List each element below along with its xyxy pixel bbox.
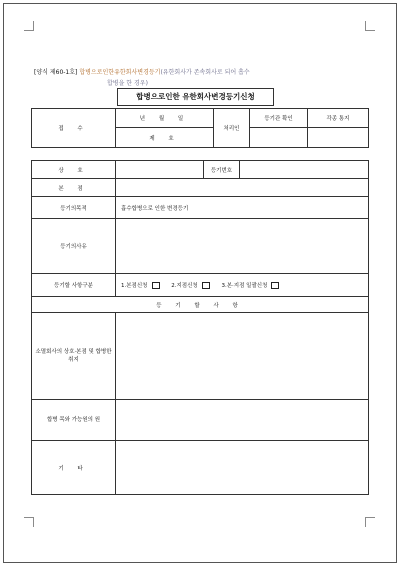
option-head-office-label: 1.본점신청 — [121, 283, 148, 289]
form-number-line — [34, 67, 364, 89]
notice-cell[interactable] — [308, 128, 369, 148]
note-line-2: 합병을 한 경우) — [107, 80, 148, 87]
law-reference: 합병으로인한유한회사변경등기 — [79, 69, 161, 76]
reg-number-field[interactable] — [240, 161, 369, 179]
crop-mark-bottom-left — [24, 517, 34, 527]
merged-company-field[interactable] — [116, 313, 369, 400]
processor-label: 처리인 — [214, 109, 250, 148]
checkbox-branch[interactable] — [202, 282, 210, 289]
reg-purpose-label: 등기의목적 — [32, 197, 116, 219]
option-branch-label: 2.지점신청 — [171, 283, 198, 289]
reception-label: 접 수 — [32, 109, 116, 148]
option-batch[interactable] — [222, 281, 280, 289]
other-field[interactable] — [116, 441, 369, 495]
reg-reason-field[interactable] — [116, 219, 369, 274]
other-label: 기 타 — [32, 441, 116, 495]
office-type-label: 등기할 사항구분 — [32, 274, 116, 297]
head-office-label: 본 점 — [32, 179, 116, 197]
merged-company-label: 소멸회사의 상호·본점 및 합병한 취지 — [32, 313, 116, 400]
option-batch-label: 3.본·지점 일괄신청 — [221, 283, 268, 289]
checkbox-head-office[interactable] — [152, 282, 160, 289]
registrar-review-label: 등기관 확인 — [250, 109, 308, 128]
checkbox-batch[interactable] — [271, 282, 279, 289]
reg-items-header: 등 기 할 사 항 — [32, 297, 369, 313]
reception-table — [31, 108, 369, 148]
note-line-1: (유한회사가 존속회사로 되어 흡수 — [160, 69, 250, 76]
option-branch[interactable] — [171, 281, 210, 289]
head-office-field[interactable] — [116, 179, 369, 197]
crop-mark-top-right — [365, 21, 375, 31]
crop-mark-top-left — [24, 21, 34, 31]
merger-date-field[interactable] — [116, 400, 369, 441]
main-table — [31, 160, 369, 495]
notice-label: 각종 통지 — [308, 109, 369, 128]
trade-name-label: 상 호 — [32, 161, 116, 179]
reg-purpose-value[interactable]: 흡수합병으로 인한 변경등기 — [116, 197, 369, 219]
form-title: 합병으로인한 유한회사변경등기신청 — [117, 88, 274, 106]
office-type-options — [116, 274, 369, 297]
registrar-review-cell[interactable] — [250, 128, 308, 148]
reception-date-label: 년 월 일 — [116, 109, 214, 128]
trade-name-field[interactable] — [116, 161, 204, 179]
reg-reason-label: 등기의사유 — [32, 219, 116, 274]
crop-mark-bottom-right — [365, 517, 375, 527]
option-head-office[interactable] — [121, 281, 160, 289]
reg-number-label: 등기번호 — [204, 161, 240, 179]
merger-date-label: 합병 목와 가능원의 원 — [32, 400, 116, 441]
reception-number-label: 제 호 — [116, 128, 214, 148]
form-label: [양식 제60-1호] — [34, 69, 78, 76]
